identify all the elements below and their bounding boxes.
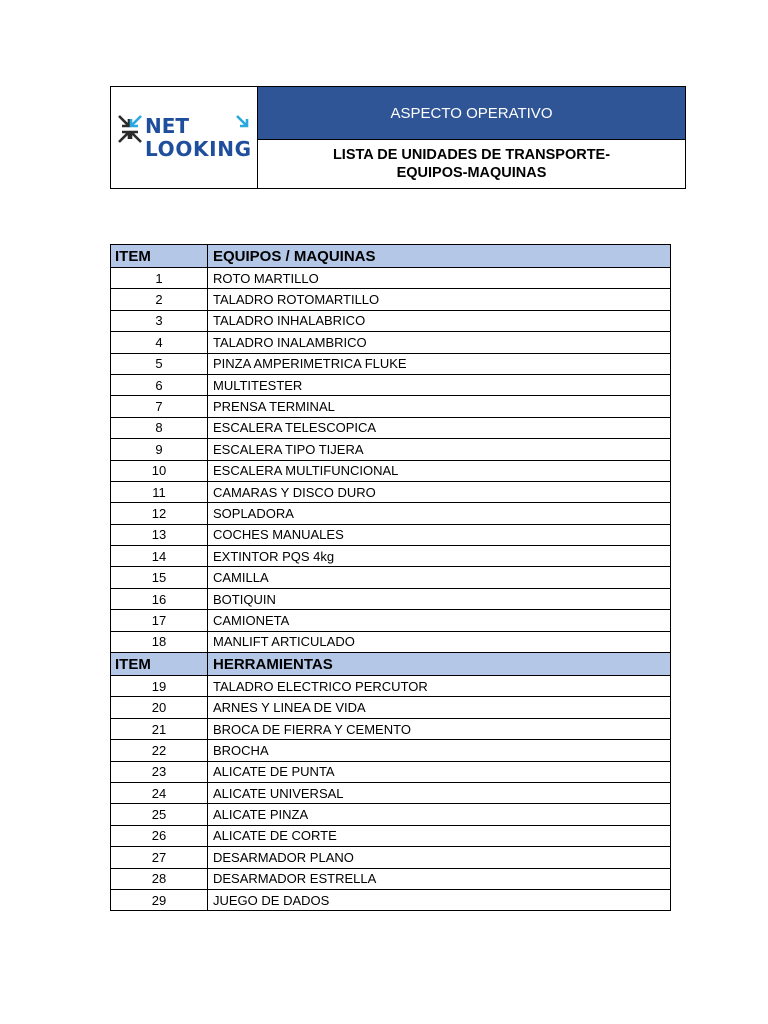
equipment-table (110, 244, 671, 911)
item-number: 25 (111, 804, 208, 825)
table-row (111, 761, 671, 782)
table-row (111, 439, 671, 460)
item-number: 11 (111, 481, 208, 502)
item-number: 17 (111, 610, 208, 631)
header-titles (258, 87, 685, 188)
item-name: MULTITESTER (208, 374, 671, 395)
item-name: TALADRO ROTOMARTILLO (208, 289, 671, 310)
item-name: CAMIONETA (208, 610, 671, 631)
netlooking-logo (117, 114, 253, 160)
section-header-row (111, 653, 671, 676)
item-column-header: ITEM (111, 245, 208, 268)
item-name: ARNES Y LINEA DE VIDA (208, 697, 671, 718)
item-number: 10 (111, 460, 208, 481)
table-row (111, 374, 671, 395)
table-row (111, 868, 671, 889)
section-column-header: HERRAMIENTAS (208, 653, 671, 676)
table-row (111, 825, 671, 846)
item-number: 15 (111, 567, 208, 588)
item-name: PRENSA TERMINAL (208, 396, 671, 417)
item-number: 20 (111, 697, 208, 718)
item-number: 14 (111, 546, 208, 567)
item-name: BROCHA (208, 740, 671, 761)
table-row (111, 481, 671, 502)
item-name: PINZA AMPERIMETRICA FLUKE (208, 353, 671, 374)
item-number: 4 (111, 332, 208, 353)
table-row (111, 460, 671, 481)
section-title: ASPECTO OPERATIVO (258, 87, 685, 140)
item-name: ROTO MARTILLO (208, 268, 671, 289)
table-row (111, 268, 671, 289)
item-number: 23 (111, 761, 208, 782)
item-number: 2 (111, 289, 208, 310)
table-row (111, 546, 671, 567)
arrow-icon (237, 116, 247, 126)
item-name: BROCA DE FIERRA Y CEMENTO (208, 718, 671, 739)
item-name: DESARMADOR PLANO (208, 847, 671, 868)
table-row (111, 697, 671, 718)
item-number: 3 (111, 310, 208, 331)
item-name: BOTIQUIN (208, 588, 671, 609)
item-number: 8 (111, 417, 208, 438)
item-number: 19 (111, 676, 208, 697)
item-name: ALICATE UNIVERSAL (208, 782, 671, 803)
table-row (111, 524, 671, 545)
item-number: 18 (111, 631, 208, 652)
document-title: LISTA DE UNIDADES DE TRANSPORTE-EQUIPOS-MAQUINAS (332, 147, 611, 181)
item-name: ALICATE DE CORTE (208, 825, 671, 846)
table-row (111, 588, 671, 609)
item-name: TALADRO INHALABRICO (208, 310, 671, 331)
table-row (111, 782, 671, 803)
table-row (111, 310, 671, 331)
logo-text-looking: LOOKING (145, 137, 251, 160)
table-row (111, 740, 671, 761)
table-row (111, 676, 671, 697)
item-column-header: ITEM (111, 653, 208, 676)
item-name: CAMILLA (208, 567, 671, 588)
item-number: 13 (111, 524, 208, 545)
item-name: ESCALERA MULTIFUNCIONAL (208, 460, 671, 481)
item-number: 22 (111, 740, 208, 761)
item-name: ESCALERA TELESCOPICA (208, 417, 671, 438)
table-row (111, 332, 671, 353)
item-name: SOPLADORA (208, 503, 671, 524)
table-row (111, 804, 671, 825)
table-row (111, 889, 671, 910)
item-name: EXTINTOR PQS 4kg (208, 546, 671, 567)
table-row (111, 567, 671, 588)
item-name: CAMARAS Y DISCO DURO (208, 481, 671, 502)
table-row (111, 610, 671, 631)
arrows-icon (119, 116, 141, 142)
table-row (111, 631, 671, 652)
item-number: 12 (111, 503, 208, 524)
item-name: JUEGO DE DADOS (208, 889, 671, 910)
item-number: 5 (111, 353, 208, 374)
table-row (111, 396, 671, 417)
item-number: 1 (111, 268, 208, 289)
document-header (110, 86, 686, 189)
item-name: ESCALERA TIPO TIJERA (208, 439, 671, 460)
table-row (111, 718, 671, 739)
item-number: 29 (111, 889, 208, 910)
section-header-row (111, 245, 671, 268)
logo-cell (111, 87, 258, 188)
item-number: 27 (111, 847, 208, 868)
table-body (111, 245, 671, 911)
table-row (111, 289, 671, 310)
item-number: 9 (111, 439, 208, 460)
table-row (111, 503, 671, 524)
item-number: 16 (111, 588, 208, 609)
item-name: MANLIFT ARTICULADO (208, 631, 671, 652)
table-row (111, 353, 671, 374)
item-number: 21 (111, 718, 208, 739)
item-name: ALICATE DE PUNTA (208, 761, 671, 782)
item-number: 24 (111, 782, 208, 803)
section-column-header: EQUIPOS / MAQUINAS (208, 245, 671, 268)
item-name: ALICATE PINZA (208, 804, 671, 825)
table-row (111, 417, 671, 438)
logo-text-net: NET (145, 114, 190, 138)
item-name: TALADRO INALAMBRICO (208, 332, 671, 353)
item-number: 7 (111, 396, 208, 417)
item-name: DESARMADOR ESTRELLA (208, 868, 671, 889)
item-number: 28 (111, 868, 208, 889)
table-row (111, 847, 671, 868)
item-number: 6 (111, 374, 208, 395)
item-name: TALADRO ELECTRICO PERCUTOR (208, 676, 671, 697)
item-name: COCHES MANUALES (208, 524, 671, 545)
item-number: 26 (111, 825, 208, 846)
